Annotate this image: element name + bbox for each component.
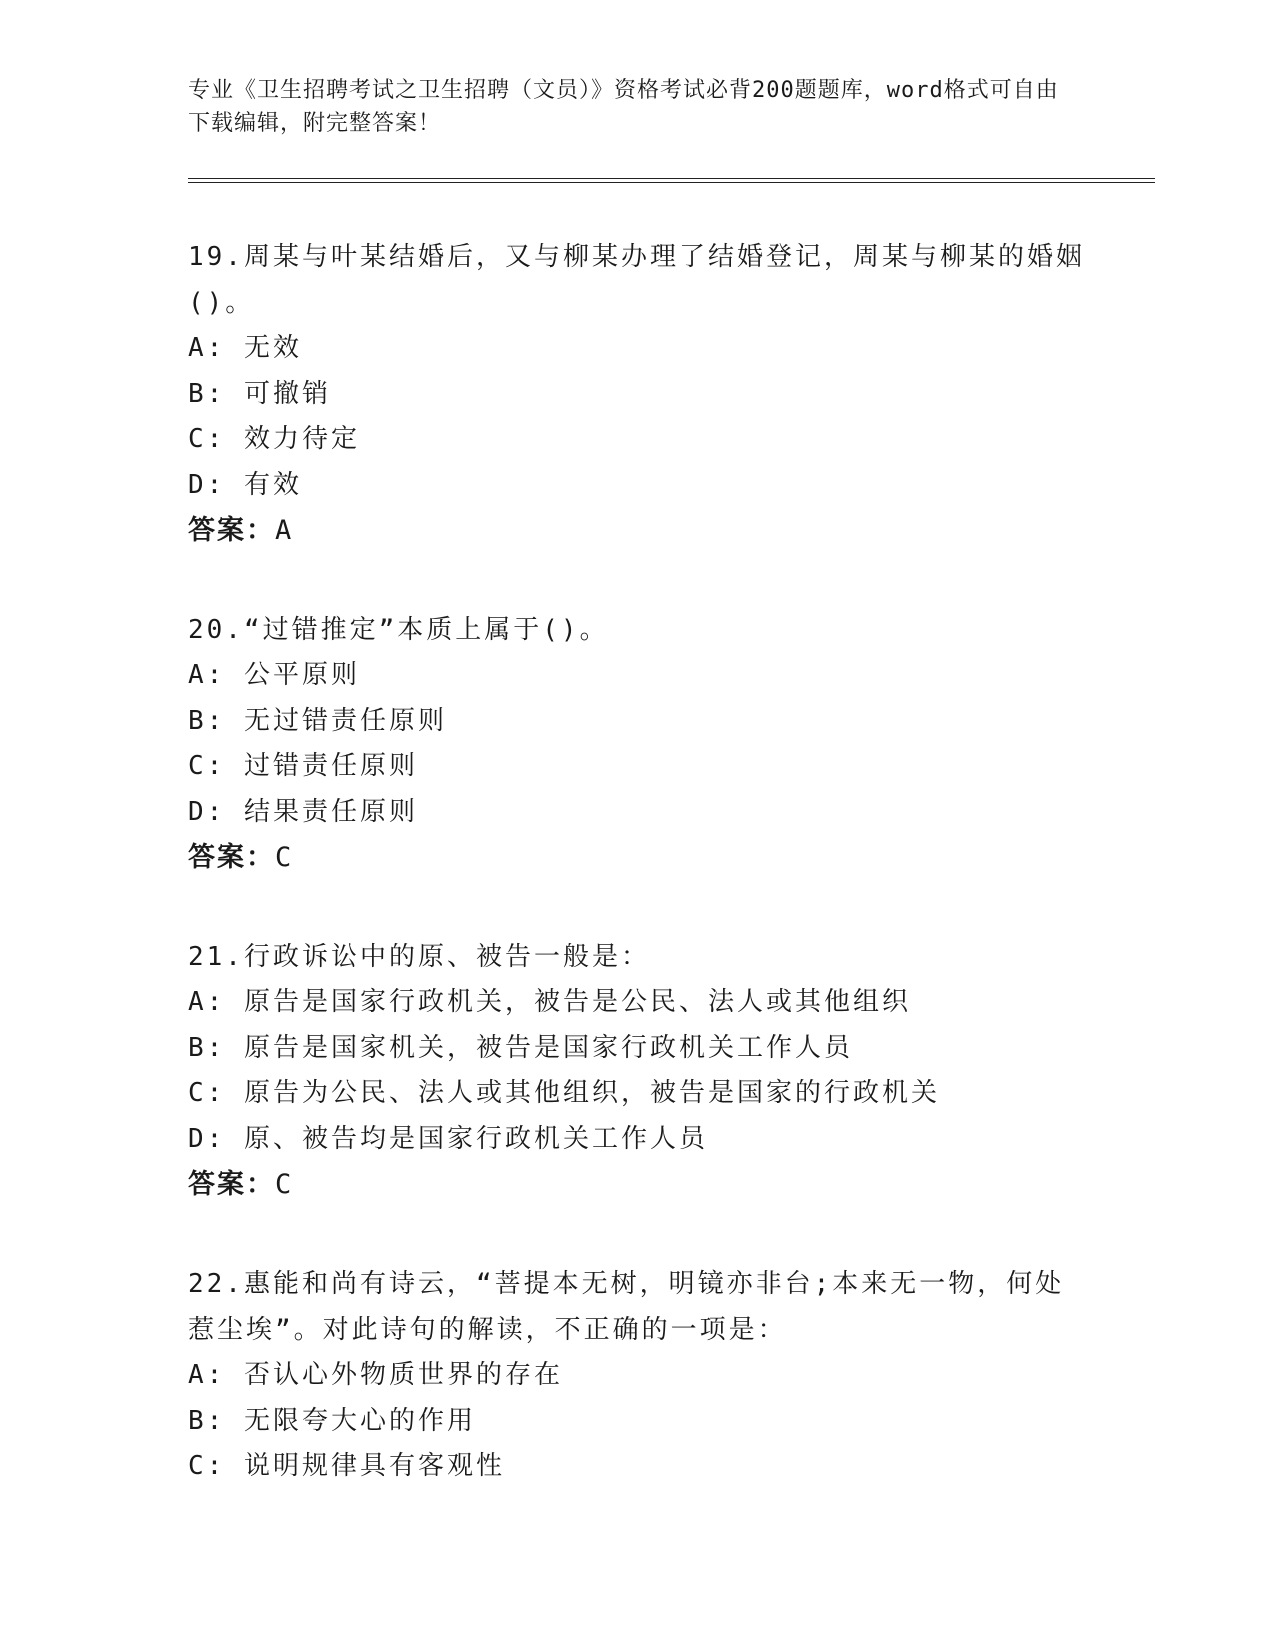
option-c: C: 效力待定 (188, 424, 360, 454)
option-d: D: 有效 (188, 469, 302, 500)
option-a: A: 公平原则 (188, 660, 360, 690)
option-d: D: 结果责任原则 (188, 796, 418, 827)
option-a: A: 无效 (188, 333, 302, 363)
option-b: B: 无过错责任原则 (188, 705, 447, 736)
header-divider-top (188, 178, 1155, 179)
answer-line (188, 508, 1088, 554)
answer-value: C (275, 1169, 294, 1200)
question-20 (188, 607, 1088, 881)
question-stem: 21.行政诉讼中的原、被告一般是： (188, 942, 650, 972)
option-b: B: 可撤销 (188, 378, 331, 409)
option-b: B: 无限夸大心的作用 (188, 1405, 476, 1436)
answer-value: A (275, 515, 294, 546)
answer-label: 答案： (188, 1169, 275, 1200)
question-stem: 22.惠能和尚有诗云，“菩提本无树，明镜亦非台;本来无一物，何处惹尘埃”。对此诗句的解读，不正确的一项是： (188, 1269, 1065, 1345)
answer-line (188, 835, 1088, 881)
option-a: A: 否认心外物质世界的存在 (188, 1360, 563, 1390)
option-c: C: 过错责任原则 (188, 751, 418, 781)
question-stem: 19.周某与叶某结婚后，又与柳某办理了结婚登记，周某与柳某的婚姻()。 (188, 242, 1085, 318)
answer-line (188, 1162, 1088, 1208)
question-21 (188, 934, 1088, 1208)
question-list (188, 234, 1088, 1543)
question-stem: 20.“过错推定”本质上属于()。 (188, 615, 609, 645)
option-c: C: 说明规律具有客观性 (188, 1451, 505, 1481)
answer-value: C (275, 842, 294, 873)
answer-label: 答案： (188, 515, 275, 546)
document-header: 专业《卫生招聘考试之卫生招聘（文员）》资格考试必背200题题库，word格式可自由下载编辑，附完整答案！ (188, 78, 1059, 136)
question-22 (188, 1261, 1088, 1490)
header-divider-bottom (188, 182, 1155, 183)
option-c: C: 原告为公民、法人或其他组织，被告是国家的行政机关 (188, 1078, 940, 1108)
option-a: A: 原告是国家行政机关，被告是公民、法人或其他组织 (188, 987, 911, 1017)
answer-label: 答案： (188, 842, 275, 873)
question-19 (188, 234, 1088, 554)
option-d: D: 原、被告均是国家行政机关工作人员 (188, 1123, 708, 1154)
option-b: B: 原告是国家机关，被告是国家行政机关工作人员 (188, 1032, 853, 1063)
